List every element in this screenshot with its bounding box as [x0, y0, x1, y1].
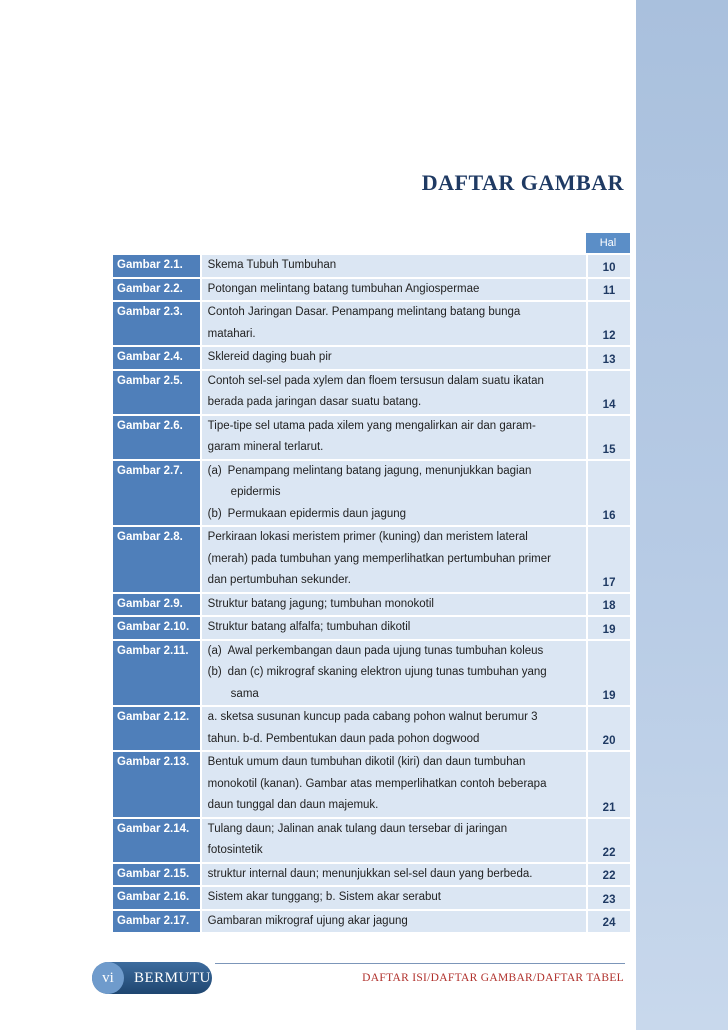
- caption-text: epidermis: [230, 486, 281, 498]
- page-number: 15: [588, 416, 630, 459]
- caption-text: monokotil (kanan). Gambar atas memperlihatkan contoh beberapa: [207, 777, 547, 790]
- caption-line: [208, 324, 580, 346]
- page-title: DAFTAR GAMBAR: [421, 170, 624, 195]
- figure-number: Gambar 2.14.: [113, 819, 200, 862]
- caption-text: Skema Tubuh Tumbuhan: [207, 259, 337, 271]
- caption-text: sama: [230, 687, 259, 700]
- figure-caption: [202, 887, 586, 909]
- figure-number: Gambar 2.2.: [113, 279, 200, 301]
- page-number: 12: [588, 302, 630, 345]
- page-number: 17: [588, 527, 630, 592]
- figure-caption: [202, 302, 586, 345]
- page-number: 24: [588, 911, 630, 933]
- page-number: 19: [588, 641, 630, 706]
- table-row: [113, 617, 630, 639]
- figure-number: Gambar 2.3.: [113, 302, 200, 345]
- caption-line: [208, 641, 580, 663]
- figure-number: Gambar 2.4.: [113, 347, 200, 369]
- column-header-row: [113, 233, 630, 253]
- caption-line: [208, 684, 580, 706]
- figure-caption: [202, 279, 586, 301]
- caption-line: [208, 255, 580, 277]
- figure-number: Gambar 2.13.: [113, 752, 200, 817]
- caption-text: Potongan melintang batang tumbuhan Angiospermae: [207, 282, 480, 295]
- table-row: [113, 416, 630, 459]
- figure-number: Gambar 2.1.: [113, 255, 200, 277]
- caption-line: [208, 774, 580, 796]
- caption-text: Gambaran mikrograf ujung akar jagung: [207, 914, 408, 927]
- caption-text: Sklereid daging buah pir: [207, 351, 332, 363]
- figure-caption: [202, 347, 586, 369]
- page-number: 23: [588, 887, 630, 909]
- caption-line: [208, 795, 580, 817]
- table-row: [113, 527, 630, 592]
- caption-text: Permukaan epidermis daun jagung: [227, 507, 407, 520]
- figure-caption: [202, 255, 586, 277]
- figure-caption: [202, 819, 586, 862]
- figure-caption: [202, 641, 586, 706]
- caption-line: [208, 840, 580, 862]
- caption-line: [208, 461, 580, 483]
- table-row: [113, 911, 630, 933]
- caption-text: (merah) pada tumbuhan yang memperlihatkan pertumbuhan primer: [207, 552, 551, 565]
- caption-line: [208, 347, 580, 369]
- figure-caption: [202, 461, 586, 526]
- caption-text: Contoh Jaringan Dasar. Penampang melintang batang bunga: [207, 306, 521, 318]
- caption-line: [208, 864, 580, 886]
- figure-caption: [202, 752, 586, 817]
- caption-text: a. sketsa susunan kuncup pada cabang pohon walnut berumur 3: [207, 711, 538, 723]
- figure-number: Gambar 2.6.: [113, 416, 200, 459]
- footer-page-number: vi: [92, 962, 124, 994]
- caption-line: [208, 594, 580, 616]
- table-row: [113, 819, 630, 862]
- table-row: [113, 371, 630, 414]
- caption-line: [208, 392, 580, 414]
- caption-line: [208, 482, 580, 504]
- caption-text: Penampang melintang batang jagung, menunjukkan bagian: [227, 464, 532, 477]
- figure-caption: [202, 527, 586, 592]
- figure-number: Gambar 2.15.: [113, 864, 200, 886]
- caption-line: [208, 911, 580, 933]
- page-number: 16: [588, 461, 630, 526]
- page-number: 21: [588, 752, 630, 817]
- caption-text: Sistem akar tunggang; b. Sistem akar serabut: [207, 891, 441, 903]
- caption-marker: (b): [207, 507, 222, 520]
- caption-line: [208, 504, 580, 526]
- page-number: 13: [588, 347, 630, 369]
- page-column-header: Hal: [586, 233, 630, 253]
- caption-line: [208, 707, 580, 729]
- page-number: 19: [588, 617, 630, 639]
- figure-rows: [113, 255, 630, 932]
- caption-line: [208, 527, 580, 549]
- caption-text: Struktur batang alfalfa; tumbuhan dikotil: [207, 621, 411, 633]
- figure-number: Gambar 2.11.: [113, 641, 200, 706]
- footer-section-title: DAFTAR ISI/DAFTAR GAMBAR/DAFTAR TABEL: [362, 972, 624, 984]
- caption-line: [208, 371, 580, 393]
- page-number: 14: [588, 371, 630, 414]
- caption-line: [208, 279, 580, 301]
- figure-number: Gambar 2.5.: [113, 371, 200, 414]
- caption-line: [208, 617, 580, 639]
- page-number: 20: [588, 707, 630, 750]
- caption-text: dan (c) mikrograf skaning elektron ujung tunas tumbuhan yang: [227, 666, 547, 678]
- table-row: [113, 752, 630, 817]
- caption-text: Contoh sel-sel pada xylem dan floem tersusun dalam suatu ikatan: [207, 374, 544, 387]
- figure-number: Gambar 2.12.: [113, 707, 200, 750]
- table-row: [113, 461, 630, 526]
- page-number: 22: [588, 819, 630, 862]
- caption-line: [208, 887, 580, 909]
- caption-text: Tipe-tipe sel utama pada xilem yang mengalirkan air dan garam-: [207, 419, 536, 432]
- caption-marker: (a): [207, 644, 222, 657]
- figure-list: [113, 233, 630, 932]
- figure-caption: [202, 371, 586, 414]
- caption-text: Struktur batang jagung; tumbuhan monokotil: [207, 597, 434, 610]
- caption-text: Bentuk umum daun tumbuhan dikotil (kiri) dan daun tumbuhan: [207, 756, 526, 768]
- table-row: [113, 887, 630, 909]
- table-row: [113, 347, 630, 369]
- caption-text: struktur internal daun; menunjukkan sel-sel daun yang berbeda.: [207, 867, 533, 880]
- caption-text: Awal perkembangan daun pada ujung tunas tumbuhan koleus: [227, 644, 544, 657]
- figure-caption: [202, 594, 586, 616]
- caption-text: garam mineral terlarut.: [207, 441, 324, 453]
- table-row: [113, 255, 630, 277]
- decorative-side-strip: [636, 0, 728, 1030]
- figure-caption: [202, 617, 586, 639]
- caption-line: [208, 662, 580, 684]
- page-number: 22: [588, 864, 630, 886]
- caption-line: [208, 549, 580, 571]
- page-number: 11: [588, 279, 630, 301]
- table-row: [113, 302, 630, 345]
- caption-line: [208, 302, 580, 324]
- caption-line: [208, 729, 580, 751]
- caption-line: [208, 570, 580, 592]
- caption-text: Perkiraan lokasi meristem primer (kuning) dan meristem lateral: [207, 531, 528, 543]
- caption-text: daun tunggal dan daun majemuk.: [207, 799, 379, 811]
- caption-text: Tulang daun; Jalinan anak tulang daun tersebar di jaringan: [207, 822, 508, 835]
- caption-text: berada pada jaringan dasar suatu batang.: [207, 396, 422, 408]
- figure-caption: [202, 707, 586, 750]
- caption-marker: (a): [207, 464, 222, 477]
- figure-caption: [202, 864, 586, 886]
- caption-marker: (b): [207, 666, 222, 678]
- table-row: [113, 864, 630, 886]
- figure-caption: [202, 911, 586, 933]
- figure-number: Gambar 2.16.: [113, 887, 200, 909]
- figure-number: Gambar 2.9.: [113, 594, 200, 616]
- caption-line: [208, 752, 580, 774]
- footer-brand: BERMUTU: [134, 969, 211, 986]
- table-row: [113, 594, 630, 616]
- figure-number: Gambar 2.17.: [113, 911, 200, 933]
- caption-text: dan pertumbuhan sekunder.: [207, 574, 351, 586]
- figure-number: Gambar 2.7.: [113, 461, 200, 526]
- page-number: 18: [588, 594, 630, 616]
- caption-text: matahari.: [207, 327, 256, 340]
- caption-line: [208, 819, 580, 841]
- figure-number: Gambar 2.8.: [113, 527, 200, 592]
- figure-number: Gambar 2.10.: [113, 617, 200, 639]
- table-row: [113, 707, 630, 750]
- page-number: 10: [588, 255, 630, 277]
- table-row: [113, 641, 630, 706]
- caption-line: [208, 416, 580, 438]
- figure-caption: [202, 416, 586, 459]
- caption-text: tahun. b-d. Pembentukan daun pada pohon dogwood: [207, 732, 480, 745]
- footer-divider: [215, 963, 625, 964]
- caption-line: [208, 437, 580, 459]
- footer-badge: [92, 962, 212, 994]
- table-row: [113, 279, 630, 301]
- caption-text: fotosintetik: [207, 844, 263, 856]
